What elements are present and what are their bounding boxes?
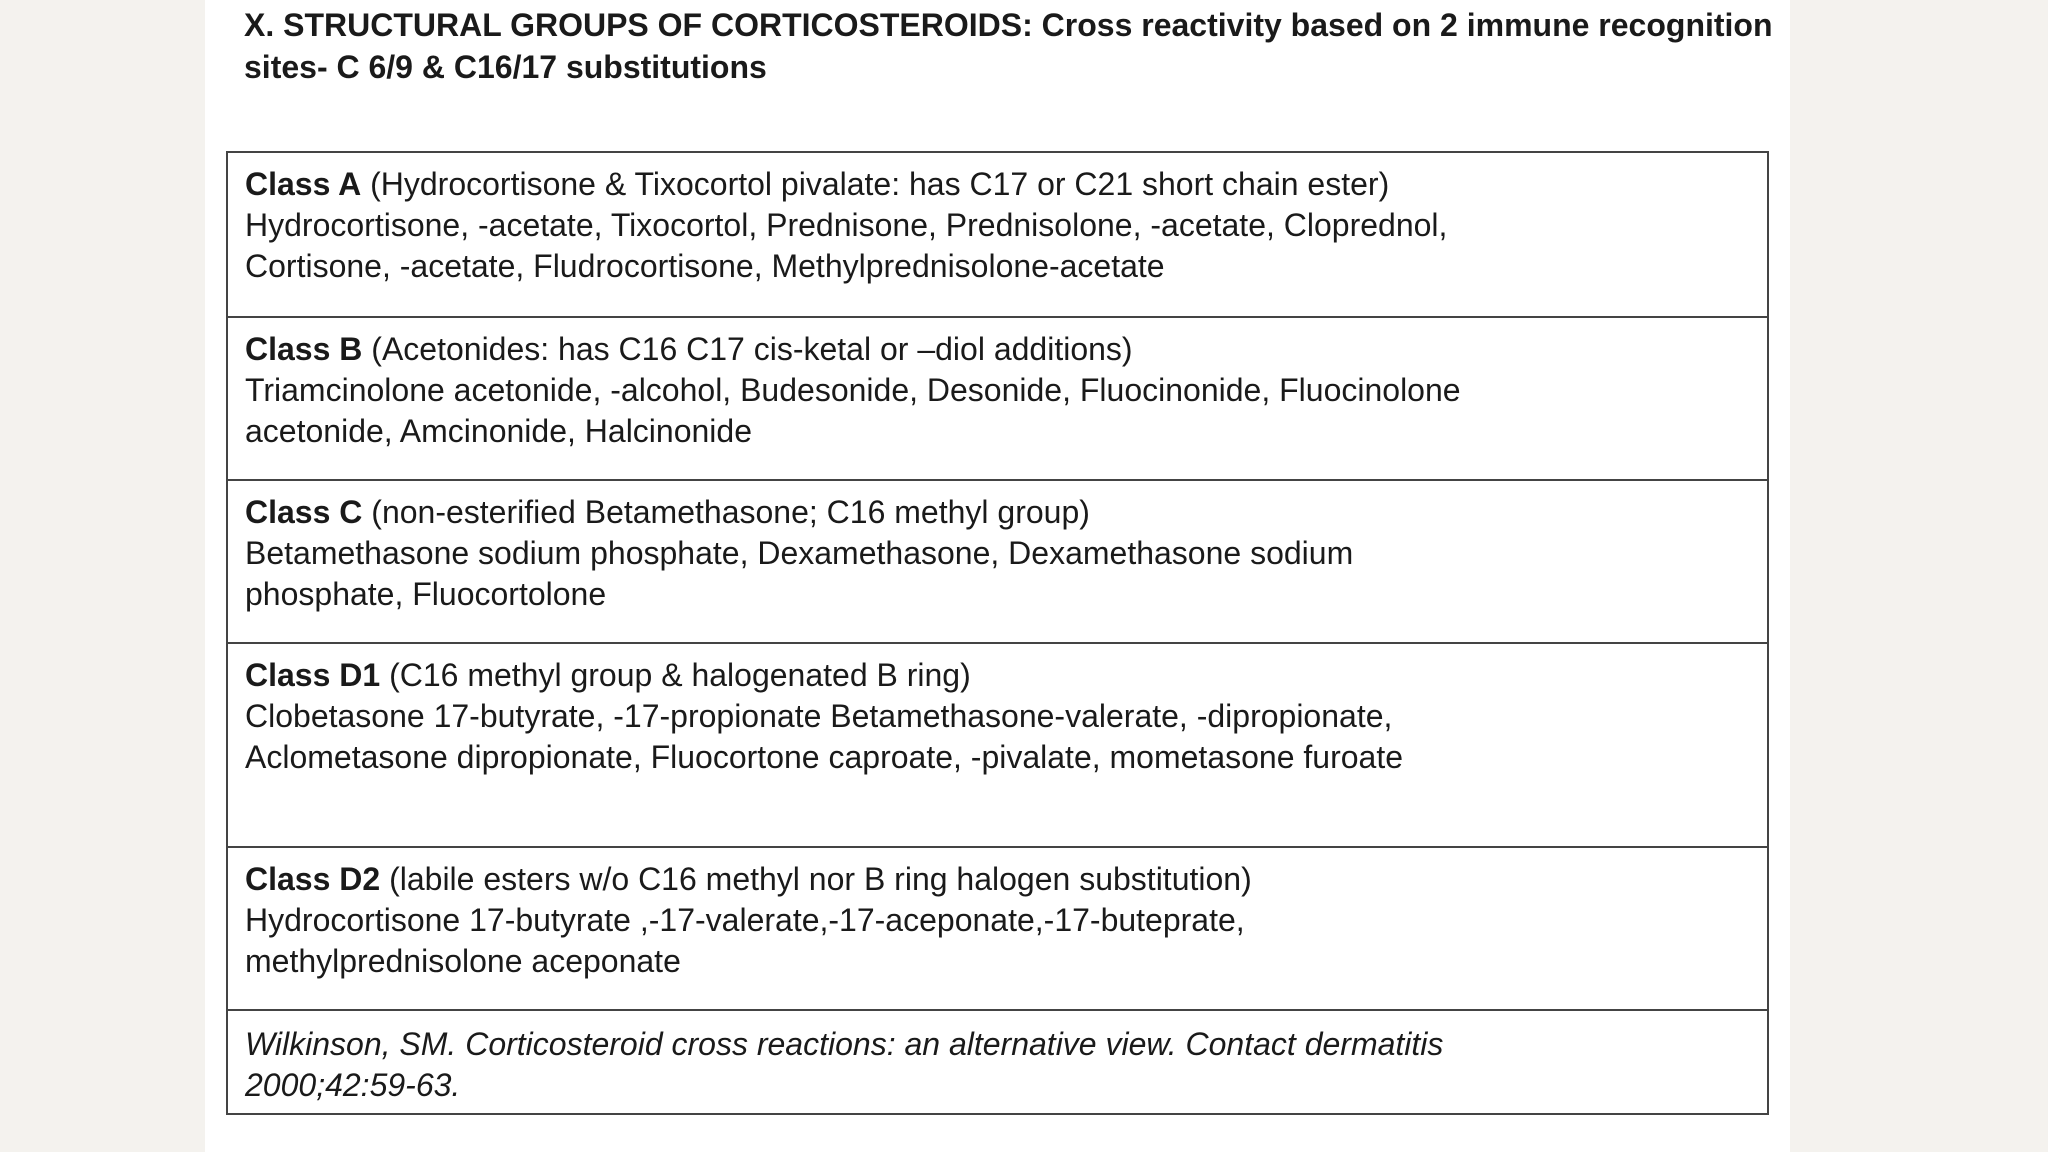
class-row-c bbox=[228, 479, 1767, 642]
class-examples: Triamcinolone acetonide, -alcohol, Budesonide, Desonide, Fluocinonide, Fluocinolone acetonide, Amcinonide, Halcinonide bbox=[245, 372, 1461, 449]
class-description: (Acetonides: has C16 C17 cis-ketal or –diol additions) bbox=[362, 331, 1133, 367]
class-examples: Hydrocortisone 17-butyrate ,-17-valerate,-17-aceponate,-17-buteprate, methylprednisolone aceponate bbox=[245, 902, 1245, 979]
class-description: (labile esters w/o C16 methyl nor B ring halogen substitution) bbox=[380, 861, 1252, 897]
corticosteroid-class-table bbox=[226, 151, 1769, 1115]
class-description: (Hydrocortisone & Tixocortol pivalate: has C17 or C21 short chain ester) bbox=[361, 166, 1390, 202]
class-description: (C16 methyl group & halogenated B ring) bbox=[380, 657, 971, 693]
class-name: Class C bbox=[245, 494, 363, 530]
class-examples: Hydrocortisone, -acetate, Tixocortol, Prednisone, Prednisolone, -acetate, Cloprednol, Cortisone, -acetate, Fludrocortisone, Methylprednisolone-acetate bbox=[245, 207, 1448, 284]
class-row-d2 bbox=[228, 846, 1767, 1009]
class-row-a bbox=[228, 153, 1767, 316]
class-row-b bbox=[228, 316, 1767, 479]
class-name: Class D2 bbox=[245, 861, 381, 897]
class-description: (non-esterified Betamethasone; C16 methyl group) bbox=[362, 494, 1090, 530]
class-name: Class B bbox=[245, 331, 363, 367]
class-row-d1 bbox=[228, 642, 1767, 846]
page-title: X. STRUCTURAL GROUPS OF CORTICOSTEROIDS: Cross reactivity based on 2 immune recognition sites- C 6/9 & C16/17 substitutions bbox=[244, 7, 1773, 85]
class-examples: Betamethasone sodium phosphate, Dexamethasone, Dexamethasone sodium phosphate, Fluocortolone bbox=[245, 535, 1354, 612]
class-name: Class A bbox=[245, 166, 362, 202]
citation: Wilkinson, SM. Corticosteroid cross reactions: an alternative view. Contact dermatitis 2000;42:59-63. bbox=[228, 1009, 1767, 1113]
class-examples: Clobetasone 17-butyrate, -17-propionate Betamethasone-valerate, -dipropionate, Aclometasone dipropionate, Fluocortone caproate, -pivalate, mometasone furoate bbox=[245, 698, 1404, 775]
class-name: Class D1 bbox=[245, 657, 381, 693]
